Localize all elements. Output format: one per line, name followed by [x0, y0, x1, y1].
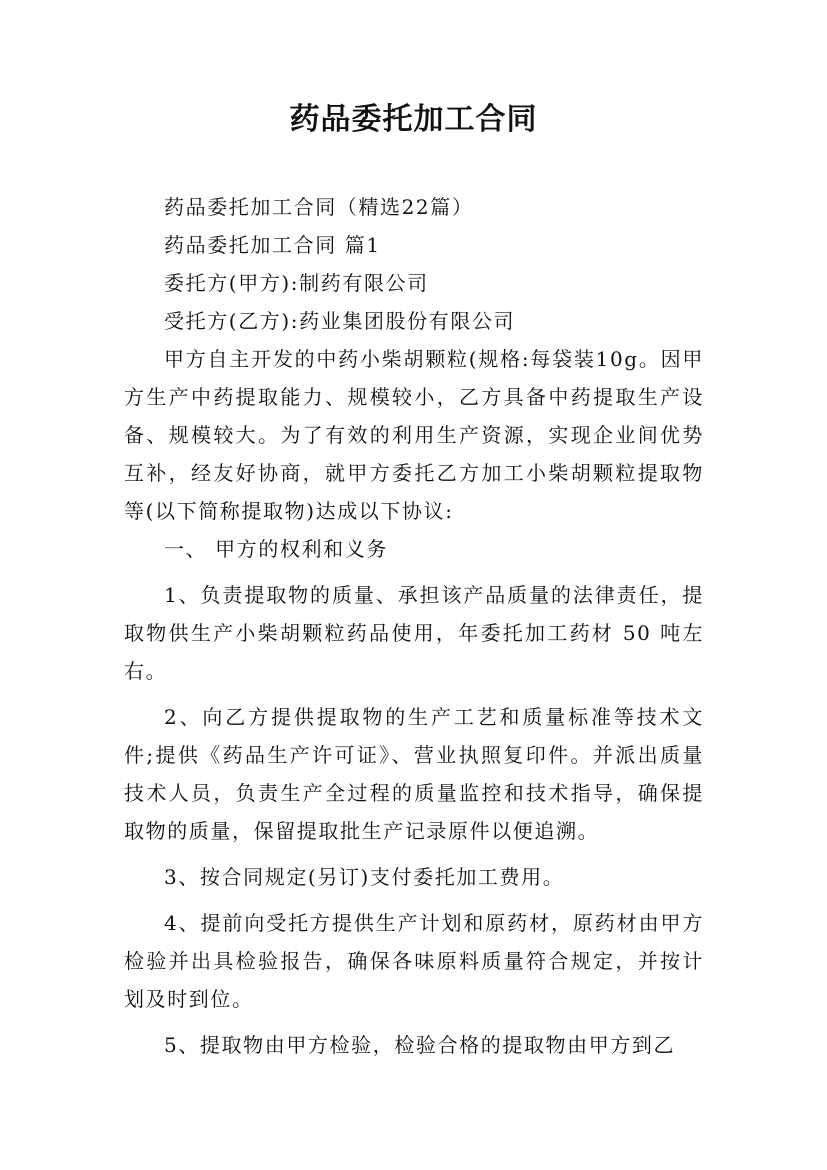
paragraph-section-heading: 药品委托加工合同 篇1 — [164, 233, 381, 257]
paragraph-party-b: 受托方(乙方):药业集团股份有限公司 — [164, 309, 516, 333]
paragraph-clause-4: 4、提前向受托方提供生产计划和原药材，原药材由甲方检验并出具检验报告，确保各味原料质量符合规定，并按计划及时到位。 — [124, 911, 704, 1011]
paragraph-clause-1: 1、负责提取物的质量、承担该产品质量的法律责任，提取物供生产小柴胡颗粒药品使用，年委托加工药材 50 吨左右。 — [124, 583, 704, 683]
paragraph-clause-5: 5、提取物由甲方检验，检验合格的提取物由甲方到乙 — [164, 1033, 676, 1057]
paragraph-subtitle: 药品委托加工合同（精选22篇） — [164, 195, 474, 219]
document-title: 药品委托加工合同 — [289, 102, 538, 137]
paragraph-preamble: 甲方自主开发的中药小柴胡颗粒(规格:每袋装10g。因甲方生产中药提取能力、规模较小，乙方具备中药提取生产设备、规模较大。为了有效的利用生产资源，实现企业间优势互补，经友好协商，就甲方委托乙方加工小柴胡颗粒提取物等(以下简称提取物)达成以下协议: — [124, 347, 704, 523]
document-body — [124, 188, 704, 1064]
paragraph-heading-party-a-rights: 一、 甲方的权利和义务 — [164, 537, 388, 561]
paragraph-clause-2: 2、向乙方提供提取物的生产工艺和质量标准等技术文件;提供《药品生产许可证》、营业执照复印件。并派出质量技术人员，负责生产全过程的质量监控和技术指导，确保提取物的质量，保留提取批生产记录原件以便追溯。 — [124, 705, 704, 843]
paragraph-clause-3: 3、按合同规定(另订)支付委托加工费用。 — [164, 865, 565, 889]
paragraph-party-a: 委托方(甲方):制药有限公司 — [164, 271, 429, 295]
